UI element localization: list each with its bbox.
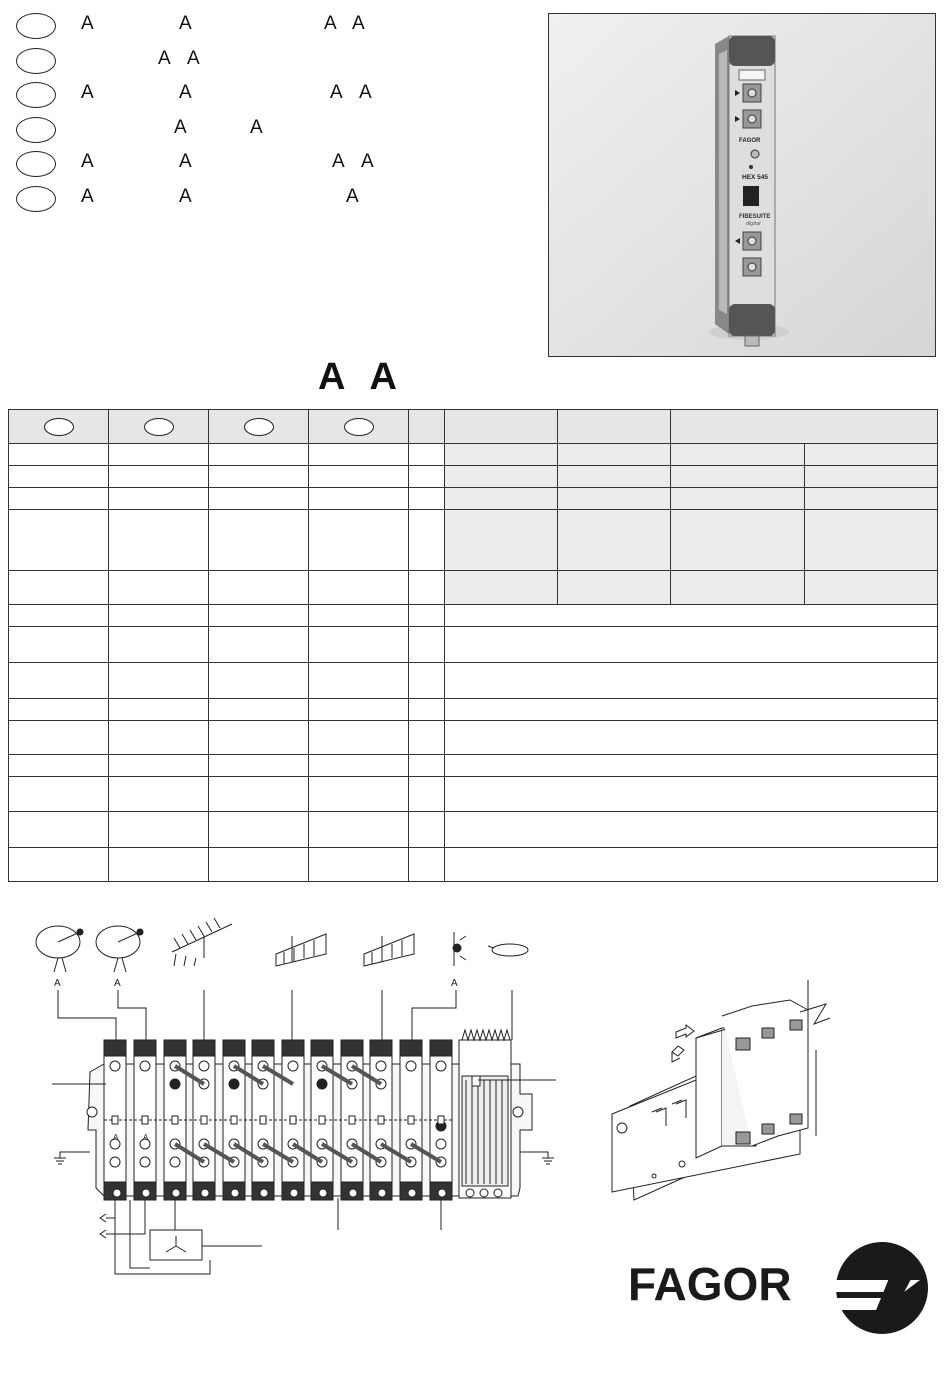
yagi-antenna-icon [172,918,232,966]
power-supply-unit [459,1030,511,1198]
language-row [16,146,436,181]
language-flag-oval[interactable] [16,186,56,212]
satellite-dish-icon [36,926,83,972]
language-text: A [187,47,200,69]
language-text: A [179,185,192,207]
cable-coil-icon [488,944,528,956]
table-row [9,699,938,721]
section-heading [318,356,421,399]
header-cell [445,410,558,444]
language-flag-oval[interactable] [16,151,56,177]
language-flag-oval[interactable] [16,48,56,74]
antenna-label: A [54,978,61,989]
heading-text: A [369,356,399,398]
language-text: A [81,151,94,173]
language-flag-oval[interactable] [344,418,374,436]
language-row [16,112,436,147]
language-text: A [359,82,372,104]
language-text: A [361,151,374,173]
photo-series: FIBESUITE [739,214,771,220]
language-flag-oval[interactable] [16,117,56,143]
header-cell [309,410,409,444]
language-text: A [81,13,94,34]
uhf-antenna-icon [276,934,326,966]
table-row [9,626,938,662]
table-row [9,847,938,881]
language-row [16,77,436,112]
language-flag-oval[interactable] [16,13,56,39]
language-row [16,181,436,216]
logo-text: FAGOR [628,1258,792,1310]
language-text: A [81,82,94,104]
table-row [9,604,938,626]
language-text: A [81,185,94,207]
language-row [16,43,436,78]
fagor-logo [628,1242,930,1343]
language-list [16,8,436,216]
module-label: A [113,1133,119,1142]
table-row [9,488,938,510]
table-header-row [9,410,938,444]
table-row [9,510,938,570]
heading-text: A [318,356,348,398]
product-photo [548,13,936,357]
language-text: A [179,151,192,173]
table-row [9,721,938,755]
language-text: A [330,82,343,104]
uhf-antenna-icon [364,934,414,966]
table-row [9,466,938,488]
language-text: A [332,151,345,173]
header-cell [671,410,938,444]
table-row [9,755,938,777]
language-flag-oval[interactable] [144,418,174,436]
satellite-dish-icon [96,926,143,972]
language-text: A [158,47,171,69]
header-cell [558,410,671,444]
antenna-label: A [451,978,458,989]
antenna-label: A [114,978,121,989]
mounting-detail [612,980,830,1200]
spec-table [8,409,938,882]
photo-brand: FAGOR [739,138,761,144]
table-row [9,570,938,604]
header-cell [409,410,445,444]
language-text: A [352,13,365,34]
amplifier-illustration [549,14,936,357]
language-text: A [324,13,337,34]
fagor-logo-mark [628,1242,930,1338]
table-row [9,777,938,811]
table-row [9,662,938,698]
header-cell [109,410,209,444]
language-text: A [346,185,359,207]
header-cell [209,410,309,444]
language-text: A [179,82,192,104]
fm-antenna-icon [453,932,466,966]
language-text: A [174,116,187,138]
module-label: A [143,1133,149,1142]
language-row [16,8,436,43]
table-row [9,444,938,466]
photo-model: HEX 545 [742,174,769,181]
language-text: A [179,13,192,34]
table-row [9,811,938,847]
language-flag-oval[interactable] [44,418,74,436]
language-text: A [250,116,263,138]
photo-series-sub: digital [746,221,761,227]
language-flag-oval[interactable] [244,418,274,436]
language-flag-oval[interactable] [16,82,56,108]
header-cell [9,410,109,444]
